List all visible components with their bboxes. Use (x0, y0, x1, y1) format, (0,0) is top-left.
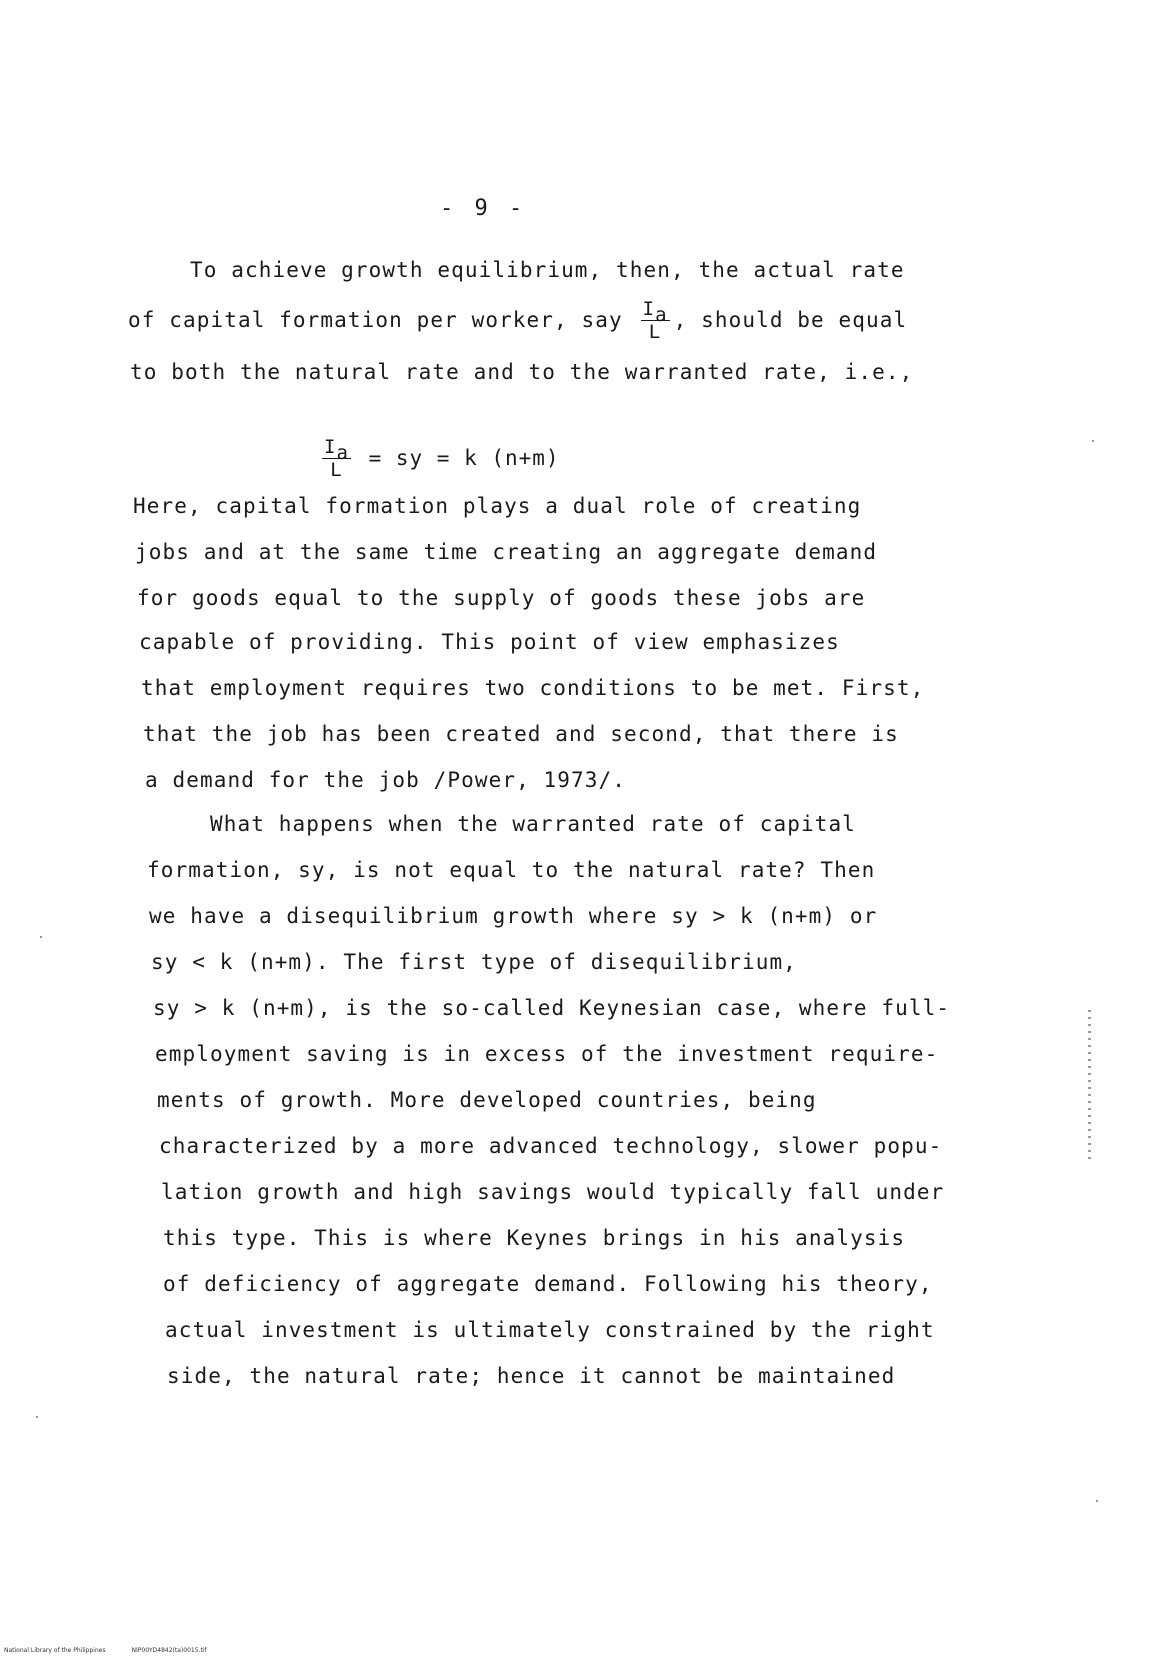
text-line-4: Here, capital formation plays a dual role of creating (133, 494, 862, 518)
equation-fraction (322, 438, 351, 480)
text-line-9: that the job has been created and second, that there is (143, 722, 899, 746)
scan-speck (1096, 1500, 1098, 1502)
text-line-21: of deficiency of aggregate demand. Following his theory, (163, 1272, 933, 1296)
text-line-16: employment saving is in excess of the investment require- (155, 1042, 939, 1066)
footer-file-id: NIP00YD4842(ta)0015.tif (131, 1647, 207, 1654)
text-line-1: To achieve growth equilibrium, then, the actual rate (190, 258, 905, 282)
fraction-denominator: L (648, 321, 662, 343)
text-line-13: we have a disequilibrium growth where sy > k (n+m) or (149, 904, 878, 928)
text-line-22: actual investment is ultimately constrained by the right (165, 1318, 935, 1342)
text-line-15: sy > k (n+m), is the so-called Keynesian case, where full- (153, 996, 951, 1020)
page-number: - 9 - (440, 196, 527, 221)
fraction-numerator: Ia (642, 298, 668, 326)
text-line-6: for goods equal to the supply of goods these jobs are (137, 586, 866, 610)
text-line-19: lation growth and high savings would typically fall under (161, 1180, 945, 1204)
text-line-12: formation, sy, is not equal to the natural rate? Then (147, 858, 876, 882)
scan-footer (4, 1647, 231, 1654)
equation-rest: = sy = k (n+m) (368, 446, 560, 470)
footer-library: National Library of the Philippines (4, 1647, 106, 1654)
scan-edge-marks (1088, 1010, 1091, 1160)
text-line-17: ments of growth. More developed countries, being (157, 1088, 817, 1112)
text-line-20: this type. This is where Keynes brings in his analysis (163, 1226, 906, 1250)
text-line-11: What happens when the warranted rate of capital (210, 812, 856, 836)
text-line-3: to both the natural rate and to the warranted rate, i.e., (130, 360, 914, 384)
text-line-7: capable of providing. This point of view emphasizes (139, 630, 840, 654)
text-line-23: side, the natural rate; hence it cannot be maintained (167, 1364, 896, 1388)
text-line-2: of capital formation per worker, say $\frac{Ia}{L}$ , should be equal (128, 298, 908, 343)
text-line-18: characterized by a more advanced technology, slower popu- (159, 1134, 943, 1158)
scan-speck (36, 1416, 38, 1418)
text-line-8: that employment requires two conditions to be met. First, (141, 676, 925, 700)
scan-speck (40, 936, 42, 938)
text-line-5: jobs and at the same time creating an aggregate demand (135, 540, 878, 564)
equation-numerator: Ia (324, 436, 349, 464)
text-line-2-start: of capital formation per worker, say (128, 308, 623, 332)
equation (318, 438, 560, 480)
equation-denominator: L (330, 459, 343, 481)
scan-speck (1092, 440, 1094, 442)
inline-fraction (641, 300, 670, 342)
text-line-14: sy < k (n+m). The first type of disequilibrium, (151, 950, 797, 974)
text-line-2-end: should be equal (701, 308, 908, 332)
text-line-10: a demand for the job /Power, 1973/. (145, 768, 627, 792)
